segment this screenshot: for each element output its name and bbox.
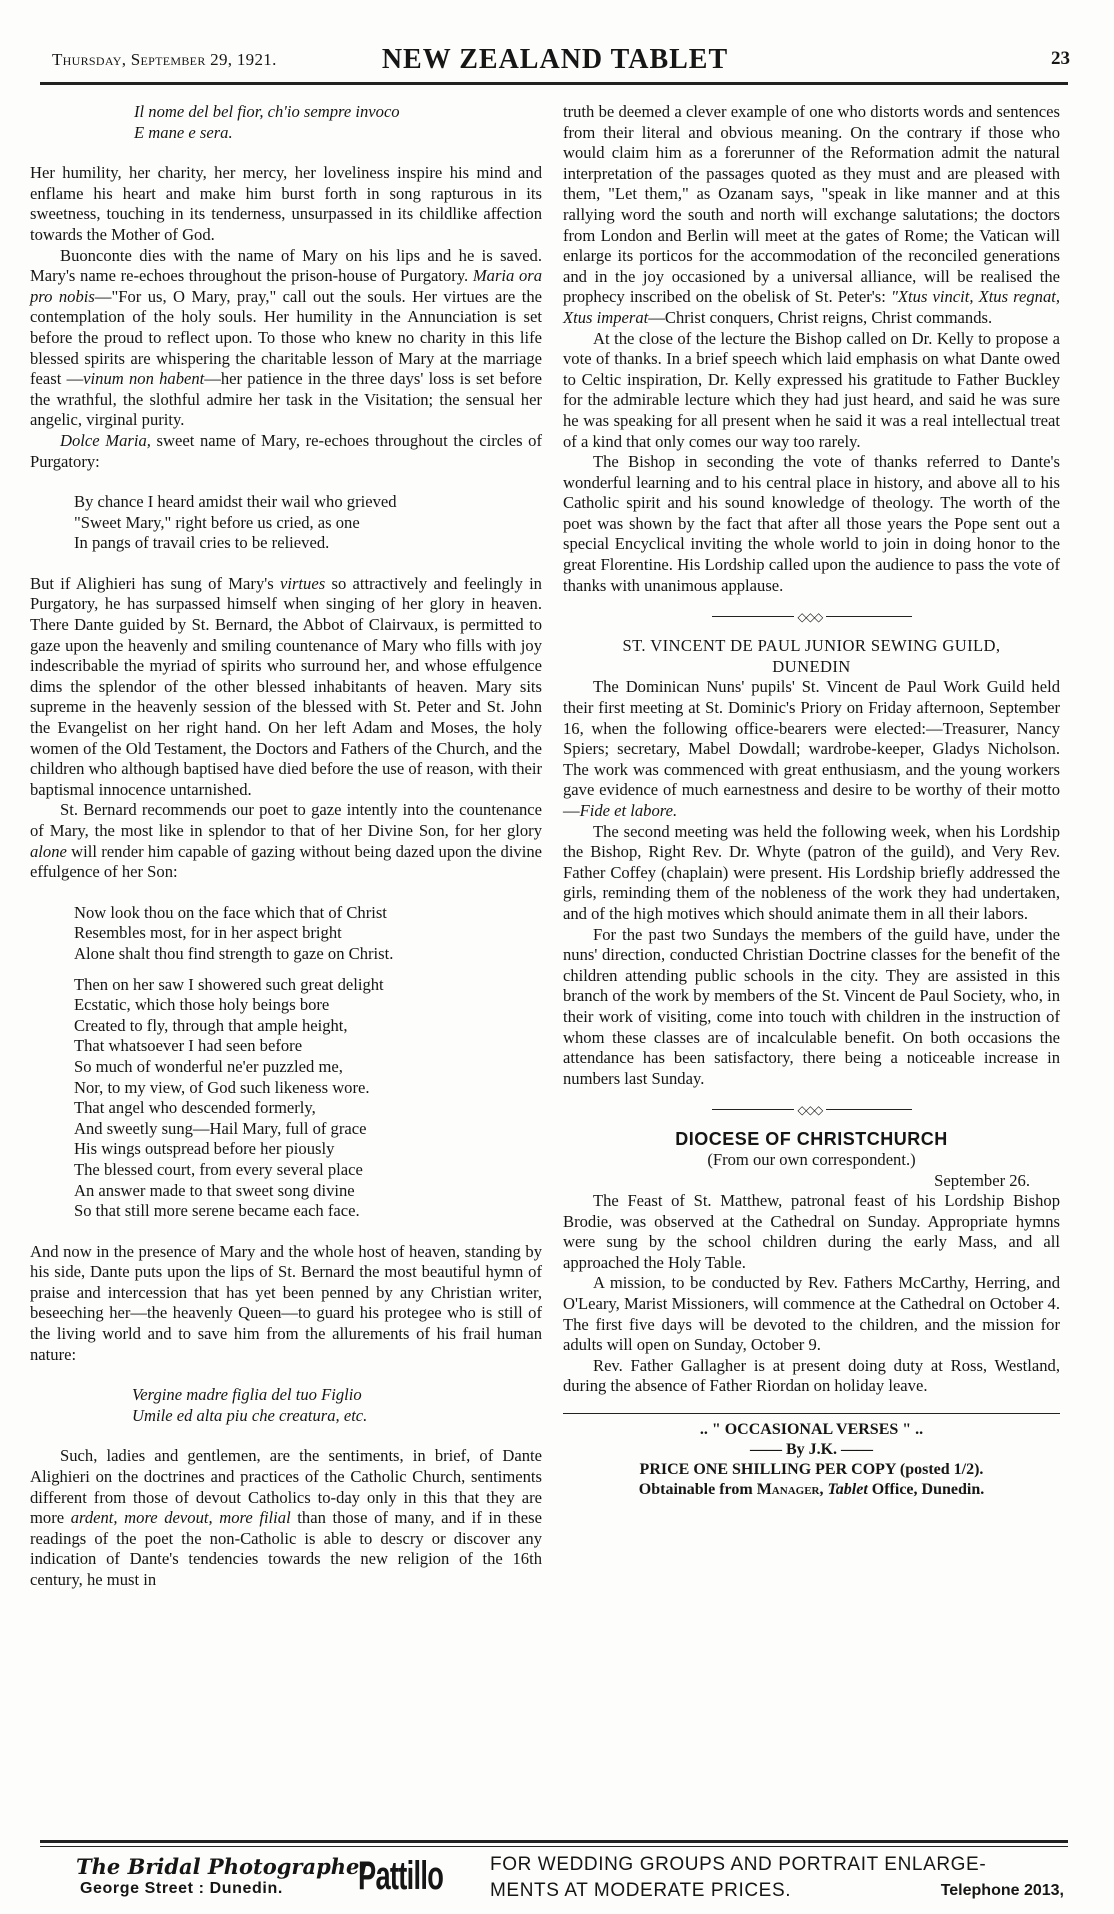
footer-telephone: Telephone 2013, — [940, 1882, 1064, 1899]
right-column — [563, 102, 1060, 1500]
verse-line: Ecstatic, which those holy beings bore — [74, 995, 330, 1015]
verse-block — [30, 492, 542, 554]
ad-author: —— By J.K. —— — [749, 1441, 874, 1459]
verse-line: So much of wonderful ne'er puzzled me, — [74, 1056, 343, 1076]
header-rule — [40, 82, 1068, 85]
paragraph: Rev. Father Gallagher is at present doing duty at Ross, Westland, during the absence of Father Riordan on holiday leave. — [563, 1355, 1060, 1396]
footer-rule-thin — [40, 1846, 1068, 1847]
verse-line: Resembles most, for in her aspect bright — [74, 923, 342, 943]
divider-ornament: ◇◇◇ — [794, 607, 827, 628]
paragraph: St. Bernard recommends our poet to gaze intently into the countenance of Mary, the most like in splendor to that of her Divine Son, for her glory alone will render him capable of gazing without being dazed upon the divine effulgence of her Son: — [30, 800, 542, 882]
paragraph: The Dominican Nuns' pupils' St. Vincent de Paul Work Guild held their first meeting at St. Dominic's Priory on Friday afternoon, September 16, when the following office-bearers were elected:—Treasurer, Nancy Spiers; secretary, Mabel Dowdall; wardrobe-keeper, Gladys Nicholson. The work was commenced with great enthusiasm, and the young workers gave evidence of much earnestness and desire to be worthy of their motto—Fide et labore. — [563, 677, 1060, 820]
advertisement-box — [563, 1413, 1060, 1500]
verse-line: Umile ed alta piu che creatura, etc. — [132, 1405, 368, 1425]
section-divider — [712, 610, 912, 625]
paragraph: The second meeting was held the following week, when his Lordship the Bishop, Right Rev. Dr. Whyte (patron of the guild), and Very Rev. Father Coffey (chaplain) were present. His Lordship briefly addressed the girls, reminding them of the nobleness of the work they had undertaken, and of the high motives which should animate them in all their labors. — [563, 821, 1060, 923]
footer-photographer: The Bridal Photographer, — [76, 1854, 377, 1879]
paragraph: But if Alighieri has sung of Mary's virtues so attractively and feelingly in Purgatory, he has surpassed himself when singing of her glory in heaven. There Dante guided by St. Bernard, the Abbot of Clairvaux, is permitted to gaze upon the heavenly and smiling countenance of Mary who fills with joy indescribable the myriad of spirits who surround her, and whose effulgence dims the splendor of the other blessed inhabitants of heaven. Mary sits supreme in the heavenly session of the blessed with St. Peter and St. John the Evangelist on her right hand. On her left Adam and Moses, the holy women of the Old Testament, the Doctors and Fathers of the Church, and the children who although baptised have died before the use of reason, with their baptismal innocence untarnished. — [30, 573, 542, 799]
verse-line: In pangs of travail cries to be relieved. — [74, 533, 330, 553]
verse-line: Nor, to my view, of God such likeness wore. — [74, 1077, 370, 1097]
verse-line: And sweetly sung—Hail Mary, full of grace — [74, 1118, 367, 1138]
footer-brand: Pattillo — [358, 1854, 444, 1898]
verse-line: Created to fly, through that ample height, — [74, 1015, 348, 1035]
section-heading-line2: DUNEDIN — [772, 656, 851, 676]
verse-block — [30, 903, 542, 965]
paragraph: For the past two Sundays the members of the guild have, under the nuns' direction, conducted Christian Doctrine classes for the benefit of the children attending public schools in the city. They are assisted in this branch of the work by members of the St. Vincent de Paul Society, who, in their work of visiting, come into touch with children in the instruction of whom these classes are of incalculable benefit. On both occasions the attendance has been satisfactory, there being a noticeable increase in numbers last Sunday. — [563, 924, 1060, 1088]
verse-line: Il nome del bel fior, ch'io sempre invoco — [134, 102, 400, 121]
ad-title: .. " OCCASIONAL VERSES " .. — [699, 1421, 924, 1439]
verse-line: Then on her saw I showered such great delight — [74, 974, 384, 994]
paragraph: Such, ladies and gentlemen, are the sentiments, in brief, of Dante Alighieri on the doctrines and practices of the Catholic Church, sentiments different from those of devout Catholics to-day only in this that they are more ardent, more devout, more filial than those of many, and if in these readings of the poet the non-Catholic is able to descry or discover any indication of Dante's tendencies towards the new religion of the 16th century, he must in — [30, 1446, 542, 1589]
paragraph: At the close of the lecture the Bishop called on Dr. Kelly to propose a vote of thanks. In a brief speech which laid emphasis on what Dante owed to Celtic inspiration, Dr. Kelly expressed his gratitude to Father Buckley for the admirable lecture which they had just heard, and said he was sure he was speaking for all present when he said it was a real intellectual treat of a kind that only comes our way too rarely. — [563, 328, 1060, 451]
verse-line: By chance I heard amidst their wail who grieved — [74, 492, 397, 512]
paragraph: Dolce Maria, sweet name of Mary, re-echoes throughout the circles of Purgatory: — [30, 430, 543, 471]
verse-line: "Sweet Mary," right before us cried, as one — [74, 512, 360, 532]
paragraph: A mission, to be conducted by Rev. Fathers McCarthy, Herring, and O'Leary, Marist Missioners, will commence at the Cathedral on October 4. The first five days will be devoted to the children, and the mission for adults will open on Sunday, October 9. — [563, 1273, 1060, 1355]
masthead-title: NEW ZEALAND TABLET — [381, 44, 729, 75]
section-heading: ST. VINCENT DE PAUL JUNIOR SEWING GUILD, — [622, 636, 1001, 656]
footer-offer-line2: MENTS AT MODERATE PRICES. — [490, 1880, 792, 1901]
page-header — [40, 44, 1070, 84]
paragraph: truth be deemed a clever example of one who distorts words and sentences from their literal and obvious meaning. On the contrary if those who would claim him as a forerunner of the Reformation admit the natural interpretation of the passages quoted as they must and are pleased with them, "Let them," as Ozanam says, "speak in like manner and at this rallying word the south and north will exchange salutations; the doctors from London and Berlin will meet at the gates of Rome; the Vatican will enlarge its porticos for the accommodation of the reconciled generations and in the joy occasioned by a universal alliance, will be realised the prophecy inscribed on the obelisk of St. Peter's: "Xtus vincit, Xtus regnat, Xtus imperat—Christ conquers, Christ reigns, Christ commands. — [563, 102, 1060, 327]
footer-address: George Street : Dunedin. — [80, 1880, 283, 1897]
divider-ornament: ◇◇◇ — [794, 1100, 827, 1121]
verse-line: That angel who descended formerly, — [74, 1098, 316, 1118]
verse-line: So that still more serene became each face. — [74, 1201, 360, 1221]
footer-rule — [40, 1840, 1068, 1843]
footer-advertisement — [40, 1850, 1070, 1908]
byline: (From our own correspondent.) — [707, 1149, 916, 1169]
paragraph: The Feast of St. Matthew, patronal feast of his Lordship Bishop Brodie, was observed at the Cathedral on Sunday. Appropriate hymns were sung by the school children during the early Mass, and all approached the Holy Table. — [563, 1191, 1060, 1272]
section-divider — [712, 1103, 912, 1118]
header-date: Thursday, September 29, 1921. — [52, 50, 277, 69]
verse-line: That whatsoever I had seen before — [74, 1036, 303, 1056]
verse-line: An answer made to that sweet song divine — [74, 1180, 355, 1200]
ad-availability: Obtainable from Manager, Tablet Office, Dunedin. — [638, 1481, 985, 1499]
verse-line: Vergine madre figlia del tuo Figlio — [132, 1385, 362, 1405]
verse-line: The blessed court, from every several place — [74, 1159, 363, 1179]
verse-line: Now look thou on the face which that of Christ — [74, 902, 387, 922]
page-number: 23 — [1051, 48, 1070, 69]
verse-line: His wings outspread before her piously — [74, 1139, 335, 1159]
ad-price: PRICE ONE SHILLING PER COPY (posted 1/2). — [639, 1461, 984, 1479]
verse-line: E mane e sera. — [134, 122, 233, 142]
dateline: September 26. — [934, 1170, 1030, 1190]
left-column — [30, 102, 542, 1591]
section-heading: DIOCESE OF CHRISTCHURCH — [675, 1129, 948, 1150]
paragraph: Buonconte dies with the name of Mary on his lips and he is saved. Mary's name re-echoes throughout the prison-house of Purgatory. Maria ora pro nobis—"For us, O Mary, pray," call out the souls. Her virtues are the contemplation of the holy souls. Her humility in the Annunciation is set before the proud to reflect upon. To those who knew no charity in this life blessed spirits are whispering the charitable lesson of Mary at the marriage feast —vinum non habent—her patience in the three days' loss is set before the wrathful, the slothful admire her task in the Visitation; the sensual her angelic, virginal purity. — [30, 245, 543, 430]
paragraph: Her humility, her charity, her mercy, her loveliness inspire his mind and enflame his heart and make him burst forth in song rapturous in its sweetness, touching in its tenderness, unsurpassed in its childlike affection towards the Mother of God. — [30, 163, 542, 244]
verse-block — [30, 975, 542, 1222]
footer-offer-line1: FOR WEDDING GROUPS AND PORTRAIT ENLARGE- — [490, 1854, 987, 1875]
paragraph: And now in the presence of Mary and the whole host of heaven, standing by his side, Dante puts upon the lips of St. Bernard the most beautiful hymn of praise and intercession that has yet been penned by any Christian writer, beseeching her—the heavenly Queen—to guard his protegee who is still of the living world and to save him from the allurements of his frail human nature: — [30, 1241, 542, 1364]
verse-line: Alone shalt thou find strength to gaze on Christ. — [74, 943, 394, 963]
paragraph: The Bishop in seconding the vote of thanks referred to Dante's wonderful learning and to his central place in history, and above all to his Catholic spirit and his sound knowledge of theology. The worth of the poet was shown by the fact that after all those years the Pope sent out a special Encyclical inviting the whole world to join in doing honor to the great Florentine. His Lordship called upon the audience to pass the vote of thanks with unanimous applause. — [563, 452, 1060, 595]
